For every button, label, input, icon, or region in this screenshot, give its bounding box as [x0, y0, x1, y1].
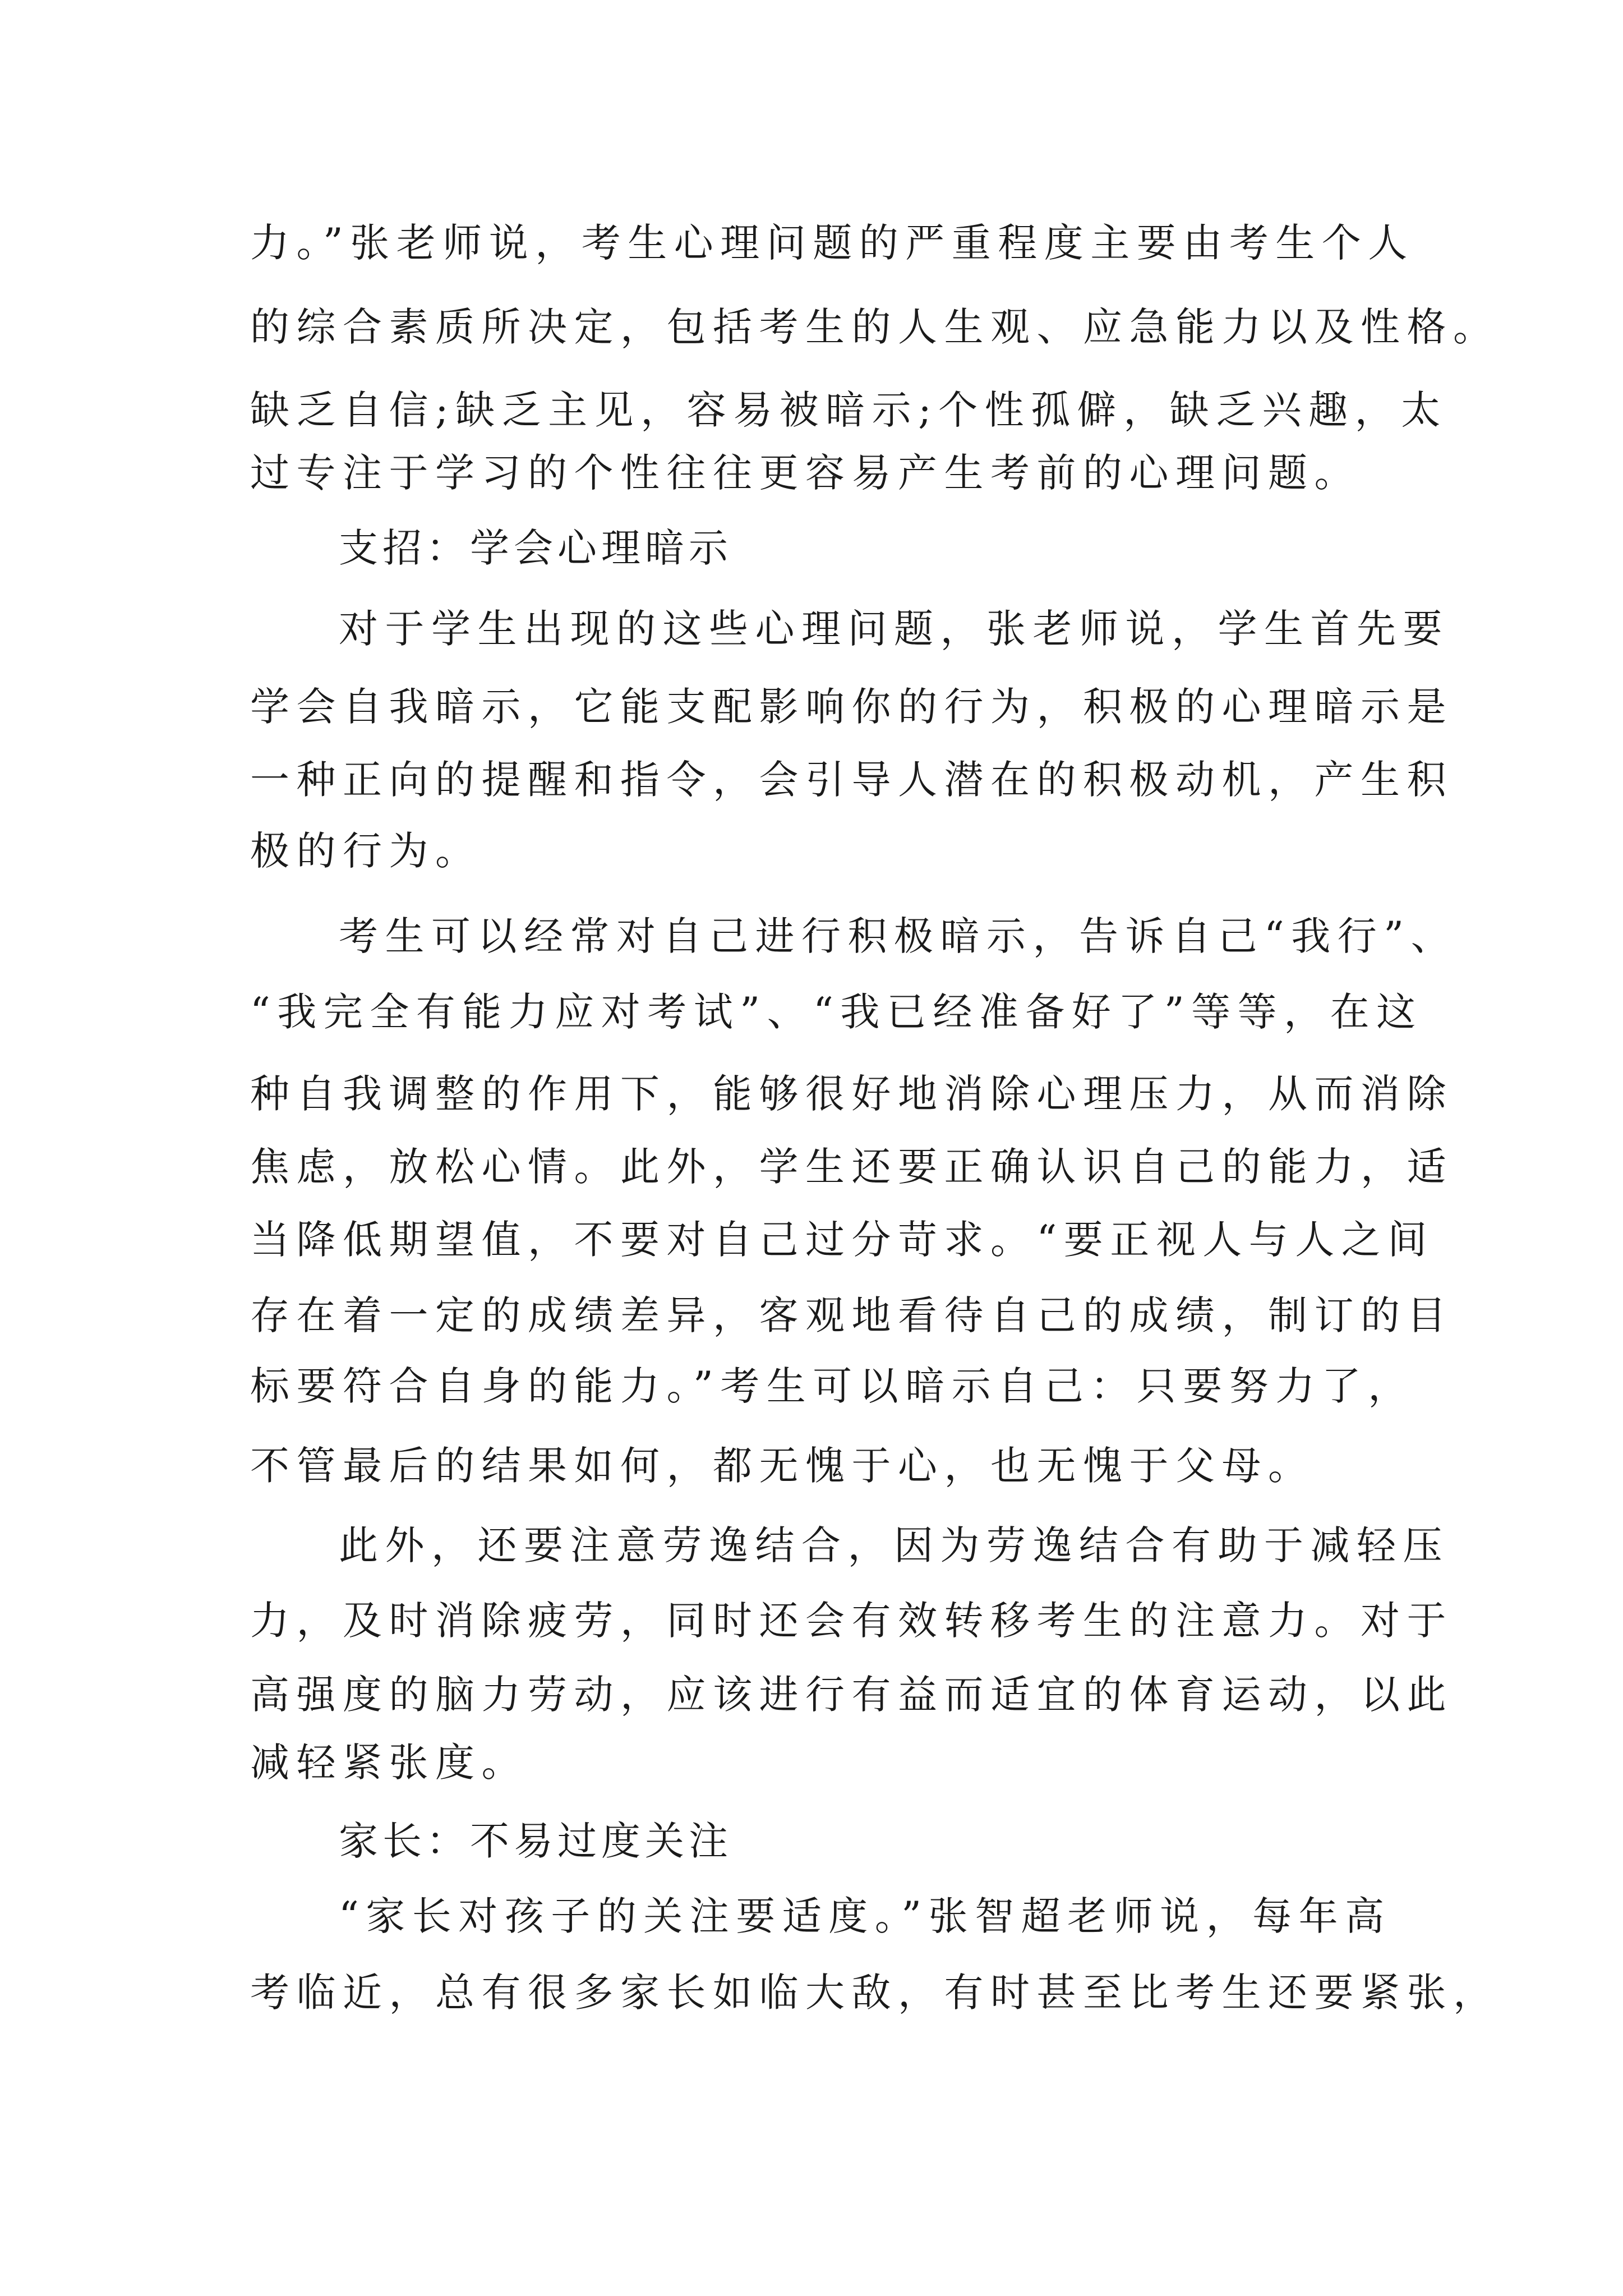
text-line: 标要符合自身的能力。”考生可以暗示自己：只要努力了，: [250, 1363, 1414, 1409]
text-line: 对于学生出现的这些心理问题，张老师说，学生首先要: [339, 606, 1449, 652]
text-line: 考生可以经常对自己进行积极暗示，告诉自己“我行”、: [339, 913, 1458, 959]
text-line: 力，及时消除疲劳，同时还会有效转移考生的注意力。对于: [250, 1598, 1453, 1644]
text-line: 不管最后的结果如何，都无愧于心，也无愧于父母。: [250, 1443, 1315, 1489]
text-line: 考临近，总有很多家长如临大敌，有时甚至比考生还要紧张，: [250, 1970, 1500, 2016]
text-line: “家长对孩子的关注要适度。”张智超老师说，每年高: [339, 1893, 1391, 1939]
section-heading: 家长：不易过度关注: [339, 1818, 732, 1864]
section-heading: 支招：学会心理暗示: [339, 525, 732, 571]
text-line: “我完全有能力应对考试”、“我已经准备好了”等等，在这: [250, 989, 1423, 1035]
text-line: 焦虑，放松心情。此外，学生还要正确认识自己的能力，适: [250, 1144, 1453, 1190]
text-line: 的综合素质所决定，包括考生的人生观、应急能力以及性格。: [250, 304, 1500, 350]
text-line: 种自我调整的作用下，能够很好地消除心理压力，从而消除: [250, 1071, 1453, 1117]
text-line: 减轻紧张度。: [250, 1740, 528, 1786]
text-line: 一种正向的提醒和指令，会引导人潜在的积极动机，产生积: [250, 757, 1453, 803]
text-line: 高强度的脑力劳动，应该进行有益而适宜的体育运动，以此: [250, 1672, 1453, 1718]
text-line: 存在着一定的成绩差异，客观地看待自己的成绩，制订的目: [250, 1292, 1453, 1338]
text-line: 学会自我暗示，它能支配影响你的行为，积极的心理暗示是: [250, 684, 1453, 730]
text-line: 此外，还要注意劳逸结合，因为劳逸结合有助于减轻压: [339, 1522, 1449, 1568]
text-line: 过专注于学习的个性往往更容易产生考前的心理问题。: [250, 450, 1361, 496]
text-line: 力。”张老师说，考生心理问题的严重程度主要由考生个人: [250, 220, 1414, 266]
text-line: 极的行为。: [250, 828, 482, 874]
text-line: 当降低期望值，不要对自己过分苛求。“要正视人与人之间: [250, 1217, 1434, 1263]
text-line: 缺乏自信;缺乏主见，容易被暗示;个性孤僻，缺乏兴趣，太: [250, 387, 1447, 433]
